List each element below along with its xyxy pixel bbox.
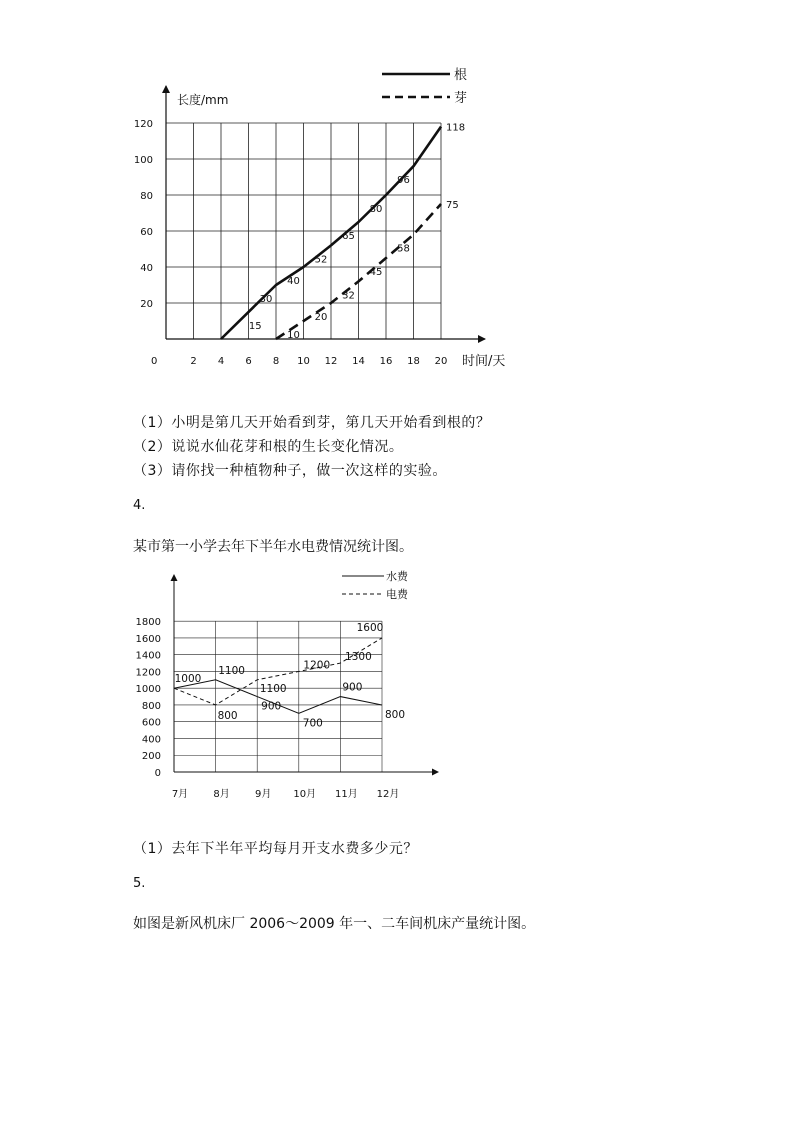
y-tick-label: 200 bbox=[141, 751, 161, 763]
data-label: 900 bbox=[261, 700, 282, 713]
y-tick-label: 600 bbox=[141, 717, 161, 729]
data-label: 30 bbox=[259, 294, 273, 305]
data-label: 15 bbox=[248, 321, 262, 332]
legend bbox=[382, 67, 467, 106]
data-label: 1600 bbox=[356, 621, 384, 634]
data-label: 1300 bbox=[345, 651, 372, 664]
x-tick-label: 8月 bbox=[213, 789, 230, 800]
x-tick-label: 4 bbox=[217, 356, 225, 367]
question-3-1: （1）小明是第几天开始看到芽，第几天开始看到根的？ bbox=[133, 415, 491, 431]
x-tick-label: 8 bbox=[272, 356, 280, 367]
y-tick-label: 100 bbox=[133, 155, 153, 166]
data-label: 80 bbox=[369, 204, 383, 215]
y-tick-label: 1200 bbox=[135, 667, 161, 679]
y-tick-label: 1000 bbox=[135, 684, 161, 696]
x-tick-labels bbox=[172, 788, 400, 800]
origin-label: 0 bbox=[151, 356, 158, 367]
grid bbox=[166, 123, 441, 339]
x-tick-label: 16 bbox=[379, 356, 393, 367]
data-label: 10 bbox=[287, 330, 300, 341]
y-tick-label: 20 bbox=[140, 299, 153, 310]
y-tick-label: 60 bbox=[140, 227, 153, 238]
y-axis-label: 长度/mm bbox=[177, 93, 229, 107]
y-tick-label: 80 bbox=[140, 191, 153, 202]
x-tick-labels bbox=[190, 356, 447, 367]
x-tick-label: 6 bbox=[245, 356, 252, 367]
x-tick-label: 20 bbox=[434, 356, 448, 367]
section-4-number: 4. bbox=[133, 498, 146, 513]
data-label: 40 bbox=[287, 276, 300, 287]
data-labels bbox=[249, 123, 465, 341]
x-tick-label: 10月 bbox=[293, 789, 317, 800]
data-label: 52 bbox=[314, 254, 328, 266]
section-5-number: 5. bbox=[133, 876, 146, 891]
legend-bud-label: 芽 bbox=[454, 91, 468, 106]
data-label: 96 bbox=[397, 175, 410, 187]
y-tick-label: 1800 bbox=[135, 617, 161, 629]
y-tick-label: 1400 bbox=[135, 650, 161, 662]
x-tick-label: 11月 bbox=[335, 789, 358, 800]
section-4-intro: 某市第一小学去年下半年水电费情况统计图。 bbox=[133, 539, 413, 555]
data-label: 65 bbox=[342, 231, 355, 242]
y-tick-label: 1600 bbox=[135, 633, 161, 645]
fee-chart bbox=[130, 565, 450, 805]
data-label: 1200 bbox=[303, 659, 331, 672]
y-tick-label: 120 bbox=[133, 119, 153, 130]
data-label: 900 bbox=[342, 681, 363, 694]
x-tick-label: 9月 bbox=[255, 789, 272, 800]
y-tick-labels bbox=[136, 617, 161, 779]
x-axis-label: 时间/天 bbox=[462, 354, 506, 369]
data-label: 118 bbox=[446, 122, 466, 134]
legend-root-label: 根 bbox=[454, 68, 468, 83]
legend bbox=[342, 569, 409, 601]
y-tick-labels bbox=[134, 119, 153, 310]
section-5-intro: 如图是新风机床厂 2006～2009 年一、二车间机床产量统计图。 bbox=[133, 916, 536, 932]
data-label: 800 bbox=[217, 709, 238, 722]
data-label: 58 bbox=[397, 243, 410, 255]
data-label: 700 bbox=[302, 717, 323, 730]
x-tick-label: 14 bbox=[352, 356, 365, 367]
question-4-1: （1）去年下半年平均每月开支水费多少元？ bbox=[133, 841, 418, 857]
x-tick-label: 12 bbox=[324, 356, 338, 367]
question-3-3: （3）请你找一种植物种子，做一次这样的实验。 bbox=[133, 463, 447, 479]
x-tick-label: 2 bbox=[190, 356, 197, 367]
data-label: 20 bbox=[314, 312, 328, 323]
y-tick-label: 800 bbox=[141, 700, 161, 712]
x-tick-label: 12月 bbox=[376, 789, 400, 800]
data-label: 1100 bbox=[218, 664, 245, 677]
legend-water-label: 水费 bbox=[386, 570, 408, 583]
data-label: 800 bbox=[384, 708, 406, 721]
data-label: 32 bbox=[342, 290, 355, 302]
y-tick-label: 400 bbox=[141, 734, 161, 746]
x-tick-label: 18 bbox=[407, 356, 420, 367]
data-label: 1100 bbox=[259, 682, 287, 695]
y-tick-label: 0 bbox=[154, 768, 161, 779]
question-3-2: （2）说说水仙花芽和根的生长变化情况。 bbox=[133, 439, 404, 455]
y-tick-label: 40 bbox=[140, 263, 153, 274]
data-label: 1000 bbox=[174, 673, 202, 686]
data-label: 45 bbox=[369, 267, 383, 278]
legend-electric-label: 电费 bbox=[386, 588, 408, 601]
growth-chart bbox=[120, 58, 520, 378]
x-tick-label: 7月 bbox=[171, 789, 189, 800]
grid bbox=[174, 621, 382, 772]
data-label: 75 bbox=[446, 200, 459, 211]
x-tick-label: 10 bbox=[297, 356, 310, 367]
